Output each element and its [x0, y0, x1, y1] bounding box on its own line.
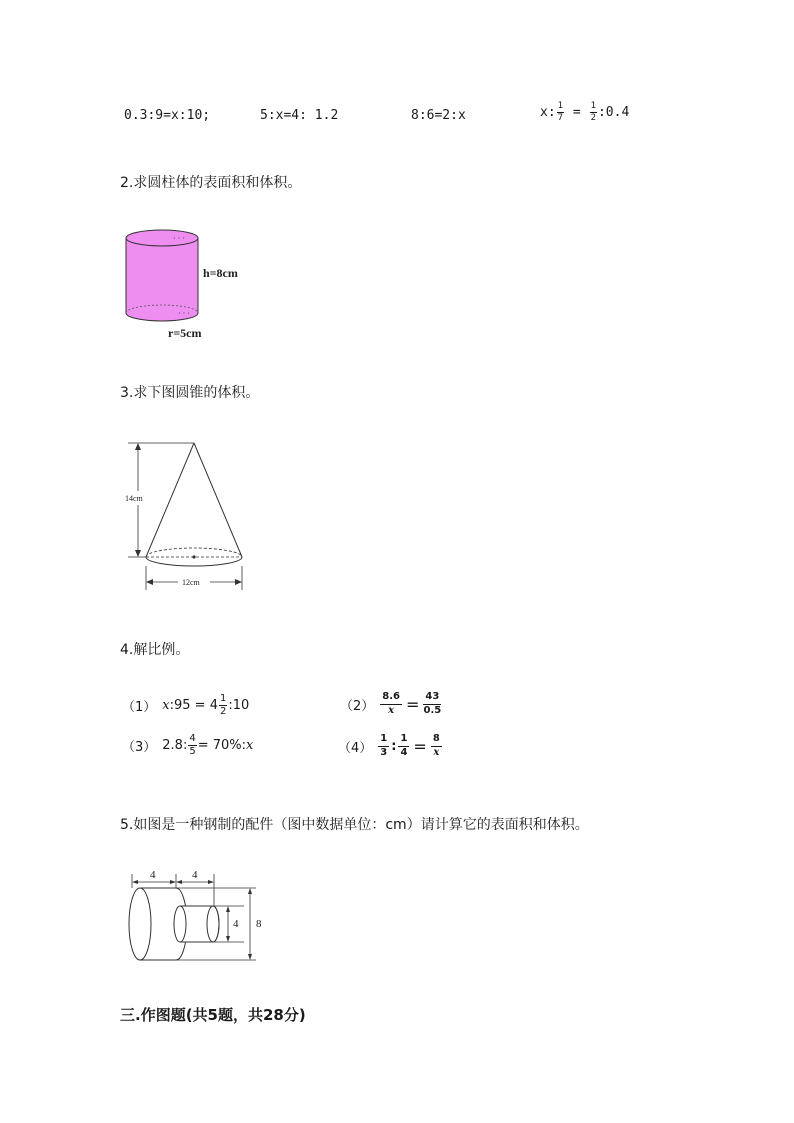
dim-left-label: 4: [150, 869, 156, 881]
q4-item1-x: x: [162, 698, 170, 713]
dim-inner-label: 4: [233, 918, 239, 930]
q4-item4-f1-num: 1: [378, 734, 389, 747]
p4-frac1-num: 1: [557, 101, 564, 111]
q4-item4-index: （4）: [338, 740, 373, 756]
q4-item-3: [122, 734, 253, 757]
cone-side-right: [194, 443, 242, 557]
proportion-1: 0.3:9=x:10;: [124, 108, 211, 123]
q4-item2-f2-den: 0.5: [423, 704, 442, 716]
q5-title: 5.如图是一种钢制的配件（图中数据单位：cm）请计算它的表面积和体积。: [120, 817, 589, 833]
q4-item1-fraction: [219, 694, 227, 717]
q4-item2-fraction-1: [380, 692, 402, 716]
q4-item1-f-num: 1: [219, 693, 227, 704]
q4-item4-f3-num: 8: [431, 734, 442, 747]
big-cylinder-left-face: [129, 888, 151, 960]
dim-outer-label: 8: [256, 918, 262, 930]
proportion-4: [540, 102, 629, 123]
q4-item3-f-den: 5: [189, 746, 196, 757]
q4-item4-colon: :: [391, 738, 397, 754]
q4-item3-a: 2.8:: [162, 738, 188, 753]
cylinder-figure: [118, 226, 258, 344]
steel-part-figure: [118, 864, 278, 968]
q4-item4-fraction-1: [378, 734, 389, 758]
svg-text:· · ·: · · ·: [178, 309, 190, 318]
q4-item4-f2-den: 4: [400, 746, 408, 758]
q4-item2-f1-num: 8.6: [380, 692, 402, 705]
q4-item1-b: :10: [228, 698, 250, 713]
q4-item3-index: （3）: [122, 740, 157, 755]
q4-item4-f3-den: x: [433, 746, 440, 758]
q3-title: 3.求下图圆锥的体积。: [120, 385, 260, 401]
q4-item4-f1-den: 3: [380, 746, 388, 758]
q4-item1-f-den: 2: [219, 706, 227, 717]
svg-text:· · ·: · · ·: [173, 234, 185, 243]
p4-fraction-2: [590, 102, 597, 123]
section-3-heading: 三.作图题(共5题，共28分): [120, 1006, 306, 1024]
q4-item-2: [340, 692, 443, 716]
q4-item2-index: （2）: [340, 698, 375, 714]
proportion-3: 8:6=2:x: [411, 108, 466, 123]
q4-item4-equals: =: [413, 736, 427, 756]
q4-item1-index: （1）: [122, 700, 157, 715]
q2-title: 2.求圆柱体的表面积和体积。: [120, 175, 302, 191]
cone-figure: [118, 436, 258, 596]
proportion-2: 5:x=4: 1.2: [260, 108, 339, 123]
dim-right-label: 4: [192, 869, 198, 881]
cylinder-top: [126, 230, 198, 246]
q4-item2-equals: =: [406, 694, 420, 714]
p4-prefix: x:: [540, 105, 556, 120]
cylinder-radius-label: r=5cm: [168, 326, 202, 340]
p4-fraction-1: [557, 102, 564, 123]
q4-item4-f2-num: 1: [398, 734, 409, 747]
q4-item3-x: x: [246, 738, 254, 753]
p4-frac1-den: 7: [557, 113, 564, 123]
q4-title: 4.解比例。: [120, 642, 190, 658]
p4-frac2-den: 2: [590, 113, 596, 123]
q4-item4-fraction-2: [398, 734, 409, 758]
q4-item3-b: = 70%:: [197, 738, 247, 753]
q4-item-4: [338, 734, 444, 758]
q4-item2-f2-num: 43: [423, 692, 441, 705]
q4-item3-f-num: 4: [189, 733, 196, 744]
cone-height-label: 14cm: [125, 494, 143, 503]
q4-item2-f1-den: x: [388, 704, 395, 716]
small-cylinder-left-face: [174, 906, 186, 942]
p4-suffix: :0.4: [597, 105, 630, 120]
q4-item1-a: :95 = 4: [169, 698, 218, 713]
cone-diameter-label: 12cm: [182, 578, 200, 587]
cylinder-height-label: h=8cm: [203, 266, 238, 280]
p4-frac2-num: 1: [590, 101, 596, 111]
q4-item2-fraction-2: [423, 692, 441, 716]
q4-item4-fraction-3: [431, 734, 442, 758]
cone-side-left: [146, 443, 194, 557]
q4-item-1: [122, 694, 249, 717]
p4-equals: =: [565, 105, 589, 120]
q4-item3-fraction: [188, 734, 196, 757]
